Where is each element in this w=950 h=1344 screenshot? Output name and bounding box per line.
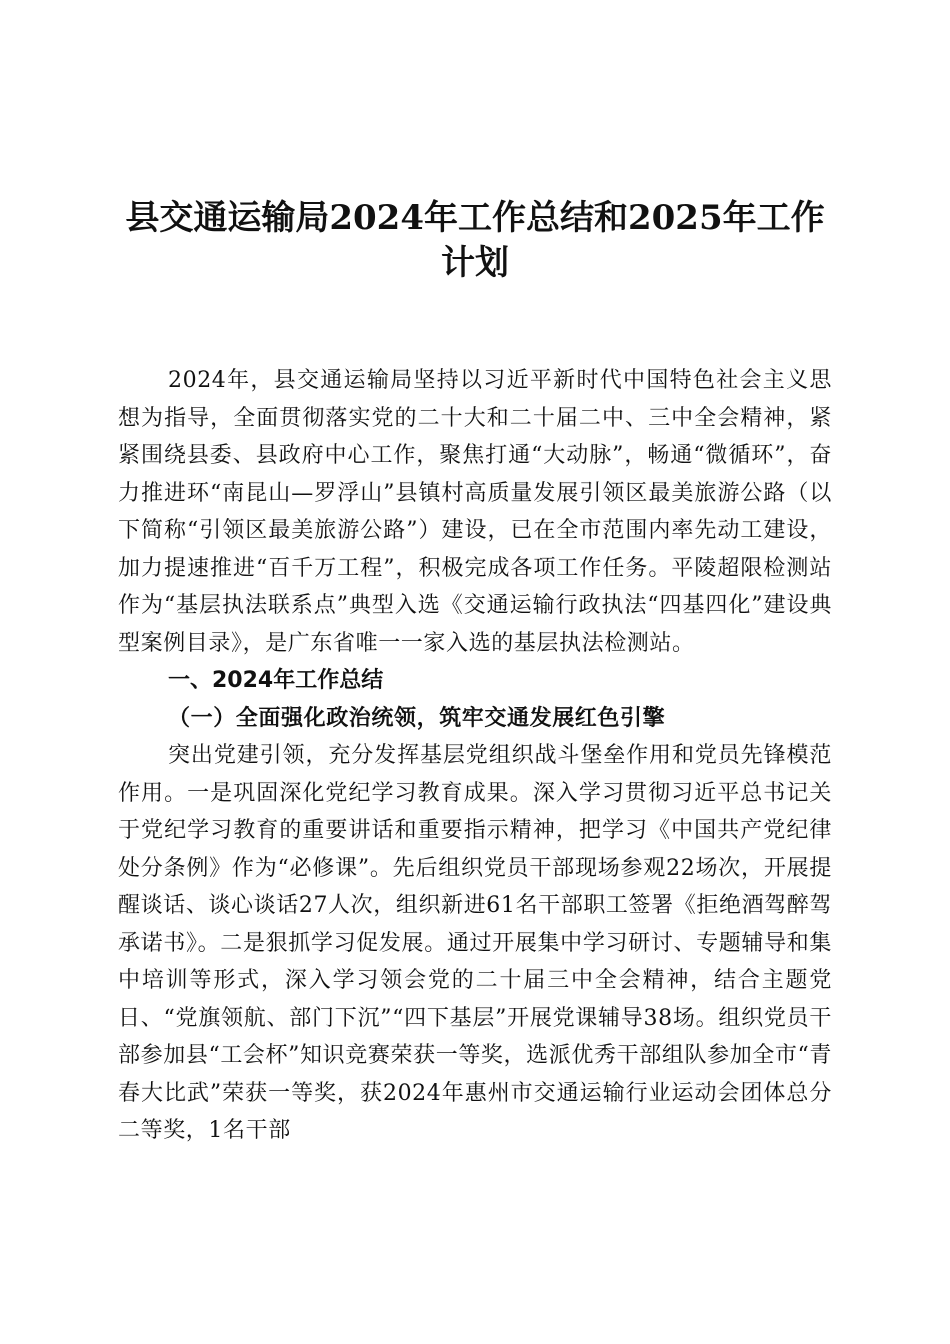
section-heading-work-summary: 一、2024年工作总结 (168, 668, 384, 693)
document-title-line-2: 计划 (441, 243, 509, 283)
document-title-line-1: 县交通运输局2024年工作总结和2025年工作 (125, 198, 825, 238)
intro-paragraph: 2024年，县交通运输局坚持以习近平新时代中国特色社会主义思想为指导，全面贯彻落实党的二十大和二十届二中、三中全会精神，紧紧围绕县委、县政府中心工作，聚焦打通“大动脉”，畅通“微循环”，奋力推进环“南昆山—罗浮山”县镇村高质量发展引领区最美旅游公路（以下简称“引领区最美旅游公路”）建设，已在全市范围内率先动工建设，加力提速推进“百千万工程”，积极完成各项工作任务。平陵超限检测站作为“基层执法联系点”典型入选《交通运输行政执法“四基四化”建设典型案例目录》，是广东省唯一一家入选的基层执法检测站。 (118, 368, 832, 656)
party-building-paragraph: 突出党建引领，充分发挥基层党组织战斗堡垒作用和党员先锋模范作用。一是巩固深化党纪学习教育成果。深入学习贯彻习近平总书记关于党纪学习教育的重要讲话和重要指示精神，把学习《中国共产党纪律处分条例》作为“必修课”。先后组织党员干部现场参观22场次，开展提醒谈话、谈心谈话27人次，组织新进61名干部职工签署《拒绝酒驾醉驾承诺书》。二是狠抓学习促发展。通过开展集中学习研讨、专题辅导和集中培训等形式，深入学习领会党的二十届三中全会精神，结合主题党日、“党旗领航、部门下沉”“四下基层”开展党课辅导38场。组织党员干部参加县“工会杯”知识竞赛荣获一等奖，选派优秀干部组队参加全市“青春大比武”荣获一等奖，获2024年惠州市交通运输行业运动会团体总分二等奖，1名干部 (118, 743, 832, 1143)
subsection-heading-political-leadership: （一）全面强化政治统领，筑牢交通发展红色引擎 (168, 704, 666, 731)
document-body (118, 362, 832, 1150)
